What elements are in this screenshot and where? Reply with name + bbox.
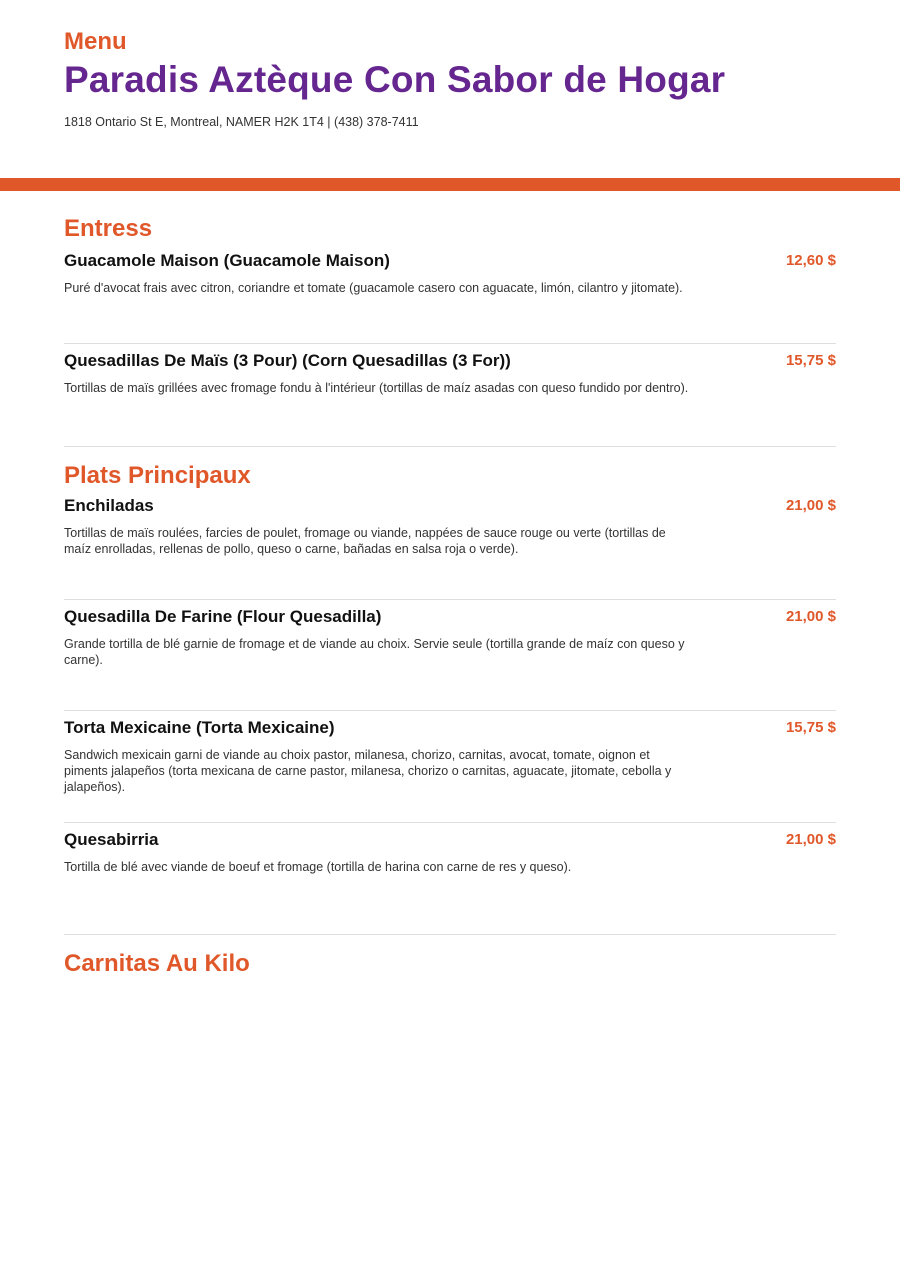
item-name: Quesadilla De Farine (Flour Quesadilla)	[64, 607, 382, 626]
section-divider	[64, 446, 836, 447]
item-price: 21,00 $	[785, 497, 836, 514]
menu-header	[64, 28, 836, 130]
item-description: Tortillas de maïs roulées, farcies de poulet, fromage ou viande, nappées de sauce rouge ou verte (tortillas de maíz enrolladas, rellenas de pollo, queso o carne, bañadas en salsa roja o verde).	[64, 526, 666, 556]
restaurant-address: 1818 Ontario St E, Montreal, NAMER H2K 1T4 | (438) 378-7411	[64, 115, 419, 129]
menu-section-carnitas	[64, 949, 836, 979]
menu-item	[64, 606, 836, 668]
item-divider	[64, 822, 836, 823]
item-price: 15,75 $	[785, 352, 836, 369]
item-divider	[64, 343, 836, 344]
section-title: Carnitas Au Kilo	[64, 950, 250, 977]
menu-item	[64, 829, 836, 875]
item-name: Quesabirria	[64, 830, 159, 849]
restaurant-name: Paradis Aztèque Con Sabor de Hogar	[64, 59, 726, 100]
section-title: Plats Principaux	[64, 462, 251, 489]
menu-content	[64, 214, 836, 979]
item-price: 21,00 $	[785, 831, 836, 848]
section-title: Entress	[64, 215, 153, 242]
item-description: Puré d'avocat frais avec citron, coriandre et tomate (guacamole casero con aguacate, limón, cilantro y jitomate).	[64, 281, 683, 295]
menu-item	[64, 350, 836, 396]
item-name: Torta Mexicaine (Torta Mexicaine)	[64, 718, 335, 737]
item-price: 12,60 $	[785, 252, 836, 269]
item-divider	[64, 599, 836, 600]
menu-item	[64, 717, 836, 795]
item-divider	[64, 710, 836, 711]
menu-item	[64, 250, 836, 296]
item-name: Enchiladas	[64, 496, 154, 515]
section-divider	[64, 934, 836, 935]
menu-section-main-dishes	[64, 461, 836, 935]
menu-label: Menu	[64, 28, 127, 55]
menu-item	[64, 495, 836, 557]
item-description: Tortilla de blé avec viande de boeuf et fromage (tortilla de harina con carne de res y queso).	[64, 860, 572, 874]
item-price: 21,00 $	[785, 608, 836, 625]
header-divider-bar	[0, 178, 900, 191]
item-name: Quesadillas De Maïs (3 Pour) (Corn Quesadillas (3 For))	[64, 351, 511, 370]
menu-section-entrees	[64, 214, 836, 447]
item-description: Grande tortilla de blé garnie de fromage et de viande au choix. Servie seule (tortilla grande de maíz con queso y carne).	[64, 637, 685, 667]
item-name: Guacamole Maison (Guacamole Maison)	[64, 251, 390, 270]
item-description: Tortillas de maïs grillées avec fromage fondu à l'intérieur (tortillas de maíz asadas con queso fundido por dentro).	[64, 381, 689, 395]
item-description: Sandwich mexicain garni de viande au choix pastor, milanesa, chorizo, carnitas, avocat, tomate, oignon et piments jalapeños (torta mexicana de carne pastor, milanesa, chorizo o carnitas, aguacate, jitomate, cebolla y jalapeños).	[64, 748, 672, 794]
item-price: 15,75 $	[785, 719, 836, 736]
